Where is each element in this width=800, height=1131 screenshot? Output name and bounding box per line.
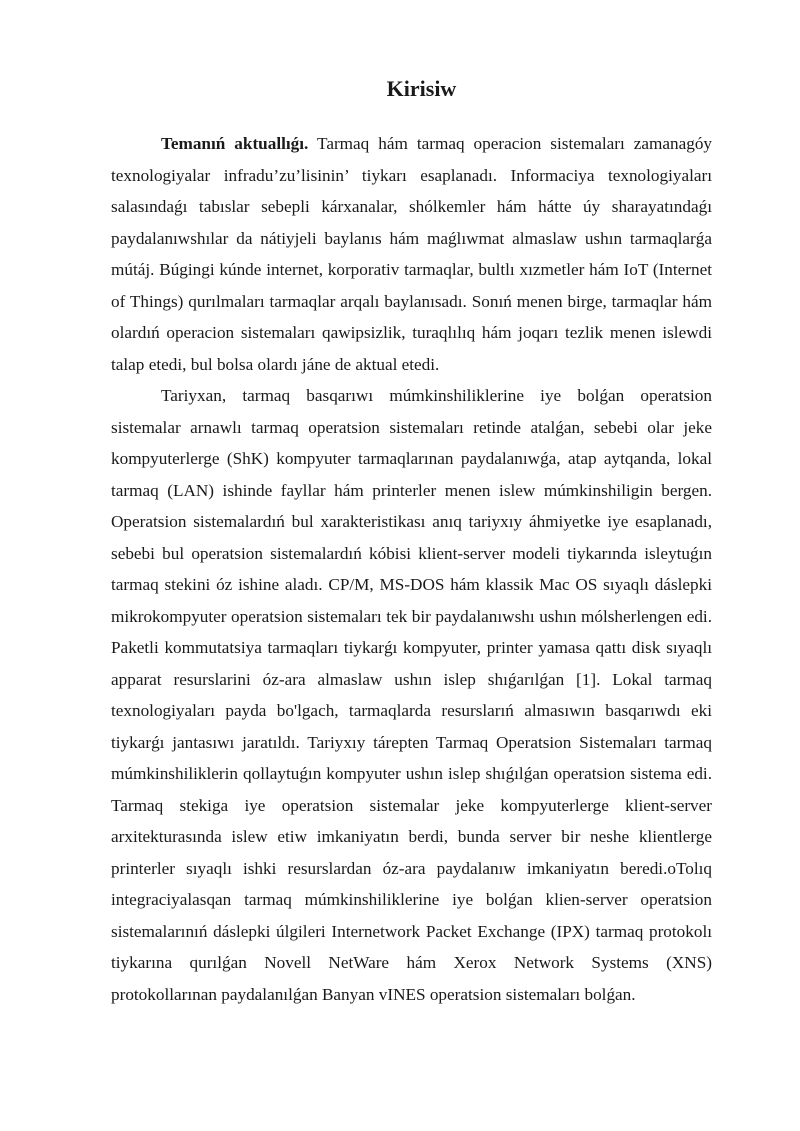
- paragraph-lead-heading: Temanıń aktuallıǵı.: [161, 134, 309, 153]
- paragraph-history: [111, 380, 712, 1010]
- paragraph-topic-relevance: [111, 128, 712, 380]
- page-title: Kirisiw: [386, 76, 457, 101]
- paragraph-body: Tariyxan, tarmaq basqarıwı múmkinshiliklerine iye bolǵan operatsion sistemalar arnawlı tarmaq operatsion sistemaları retinde atalǵan, sebebi olar jeke kompyuterlerge (ShK) kompyuter tarmaqlarınan paydalanıwǵa, atap aytqanda, lokal tarmaq (LAN) ishinde fayllar hám printerler menen islew múmkinshiligin bergen. Operatsion sistemalardıń bul xarakteristikası anıq tariyxıy áhmiyetke iye esaplanadı, sebebi bul operatsion sistemalardıń kóbisi klient-server modeli tiykarında isleytuǵın tarmaq stekini óz ishine aladı. CP/M, MS-DOS hám klassik Mac OS sıyaqlı dáslepki mikrokompyuter operatsion sistemaları tek bir paydalanıwshı ushın mólsherlengen edi. Paketli kommutatsiya tarmaqları tiykarǵı kompyuter, printer yamasa qattı disk sıyaqlı apparat resurslarini óz-ara almaslaw ushın islep shıǵarılǵan [1]. Lokal tarmaq texnologiyaları payda bo'lgach, tarmaqlarda resurslarıń almasıwın basqarıwdı eki tiykarǵı jantasıwı jaratıldı. Tariyxıy tárepten Tarmaq Operatsion Sistemaları tarmaq múmkinshiliklerin qollaytuǵın kompyuter ushın islep shıǵılǵan operatsion sistema edi. Tarmaq stekiga iye operatsion sistemalar jeke kompyuterlerge klient-server arxitekturasında islew etiw imkaniyatın berdi, bunda server bir neshe klientlerge printerler sıyaqlı ishki resurslardan óz-ara paydalanıw imkaniyatın beredi.oTolıq integraciyalasqan tarmaq múmkinshiliklerine iye bolǵan klien-server operatsion sistemalarınıń dáslepki úlgileri Internetwork Packet Exchange (IPX) tarmaq protokolı tiykarına qurılǵan Novell NetWare hám Xerox Network Systems (XNS) protokollarınan paydalanılǵan Banyan vINES operatsion sistemaları bolǵan.: [111, 386, 712, 1004]
- paragraph-body: Tarmaq hám tarmaq operacion sistemaları zamanagóy texnologiyalar infradu’zu’lisinin’ tiykarı esaplanadı. Informaciya texnologiyaları salasındaǵı tabıslar sebepli kárxanalar, shólkemler hám hátte úy sharayatındaǵı paydalanıwshılar da nátiyjeli baylanıs hám maǵlıwmat almaslaw ushın tarmaqlarǵa mútáj. Búgingi kúnde internet, korporativ tarmaqlar, bultlı xızmetler hám IoT (Internet of Things) qurılmaları tarmaqlar arqalı baylanısadı. Sonıń menen birge, tarmaqlar hám olardıń operacion sistemaları qawipsizlik, turaqlılıq hám joqarı tezlik menen islewdi talap etedi, bul bolsa olardı jáne de aktual etedi.: [111, 134, 713, 374]
